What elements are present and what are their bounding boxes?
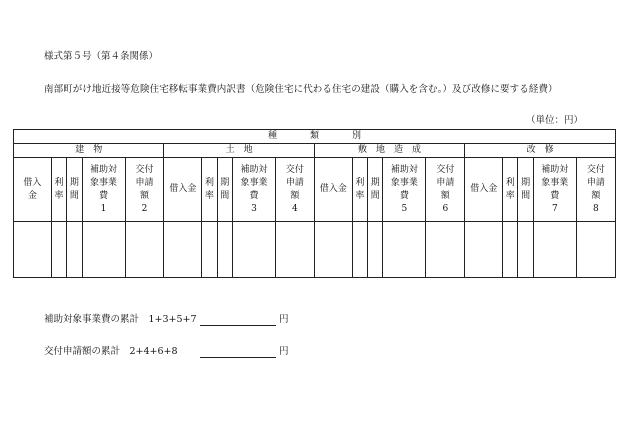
input-cell-grant-amount[interactable] bbox=[275, 222, 314, 278]
col-header-period: 期間 bbox=[368, 158, 383, 222]
col-header-rate: 利率 bbox=[51, 158, 66, 222]
col-header-borrow: 借入金 bbox=[314, 158, 352, 222]
col-header-rate: 利率 bbox=[202, 158, 217, 222]
col-header-grant-amount: 交付申請額 8 bbox=[576, 158, 615, 222]
col-header-period: 期間 bbox=[518, 158, 533, 222]
col-header-borrow: 借入金 bbox=[465, 158, 503, 222]
col-header-rate: 利率 bbox=[352, 158, 367, 222]
col-header-borrow: 借入金 bbox=[14, 158, 52, 222]
col-header-period: 期間 bbox=[67, 158, 82, 222]
col-header-grant-amount: 交付申請額 2 bbox=[125, 158, 164, 222]
col-header-borrow: 借入金 bbox=[164, 158, 202, 222]
grant-total-field[interactable] bbox=[200, 357, 276, 358]
input-cell-rate[interactable] bbox=[352, 222, 367, 278]
document-title: 南部町がけ地近接等危険住宅移転事業費内訳書（危険住宅に代わる住宅の建設（購入を含む。）及び改修に要する経費） bbox=[44, 84, 558, 95]
input-cell-period[interactable] bbox=[217, 222, 232, 278]
input-cell-subsidy-cost[interactable] bbox=[232, 222, 275, 278]
input-cell-rate[interactable] bbox=[202, 222, 217, 278]
input-cell-borrow[interactable] bbox=[314, 222, 352, 278]
input-cell-borrow[interactable] bbox=[465, 222, 503, 278]
input-cell-rate[interactable] bbox=[503, 222, 518, 278]
col-header-subsidy-cost: 補助対象事業費 1 bbox=[82, 158, 125, 222]
group-header-land: 土 地 bbox=[164, 144, 314, 158]
group-header-site-prep: 敷 地 造 成 bbox=[314, 144, 464, 158]
form-number: 様式第５号（第４条関係） bbox=[44, 51, 159, 62]
subsidy-total-field[interactable] bbox=[200, 325, 276, 326]
col-header-subsidy-cost: 補助対象事業費 5 bbox=[383, 158, 426, 222]
group-header-renovation: 改 修 bbox=[465, 144, 616, 158]
col-header-grant-amount: 交付申請額 6 bbox=[426, 158, 465, 222]
grant-total-label: 交付申請額の累計 2+4+6+8 bbox=[44, 346, 178, 357]
input-cell-subsidy-cost[interactable] bbox=[82, 222, 125, 278]
subsidy-total-currency: 円 bbox=[279, 314, 289, 325]
input-cell-grant-amount[interactable] bbox=[576, 222, 615, 278]
col-header-grant-amount: 交付申請額 4 bbox=[275, 158, 314, 222]
col-header-subsidy-cost: 補助対象事業費 3 bbox=[232, 158, 275, 222]
input-cell-grant-amount[interactable] bbox=[426, 222, 465, 278]
col-header-subsidy-cost: 補助対象事業費 7 bbox=[533, 158, 576, 222]
input-cell-subsidy-cost[interactable] bbox=[383, 222, 426, 278]
input-cell-rate[interactable] bbox=[51, 222, 66, 278]
cost-breakdown-table bbox=[13, 129, 616, 278]
input-cell-grant-amount[interactable] bbox=[125, 222, 164, 278]
input-cell-borrow[interactable] bbox=[14, 222, 52, 278]
group-header-building: 建 物 bbox=[14, 144, 164, 158]
input-cell-period[interactable] bbox=[67, 222, 82, 278]
input-cell-subsidy-cost[interactable] bbox=[533, 222, 576, 278]
table-top-header: 種 類 別 bbox=[14, 130, 616, 144]
input-cell-period[interactable] bbox=[368, 222, 383, 278]
subsidy-total-label: 補助対象事業費の累計 1+3+5+7 bbox=[44, 314, 197, 325]
col-header-period: 期間 bbox=[217, 158, 232, 222]
input-cell-borrow[interactable] bbox=[164, 222, 202, 278]
col-header-rate: 利率 bbox=[503, 158, 518, 222]
unit-label: （単位：円） bbox=[526, 115, 584, 126]
grant-total-currency: 円 bbox=[279, 346, 289, 357]
input-cell-period[interactable] bbox=[518, 222, 533, 278]
